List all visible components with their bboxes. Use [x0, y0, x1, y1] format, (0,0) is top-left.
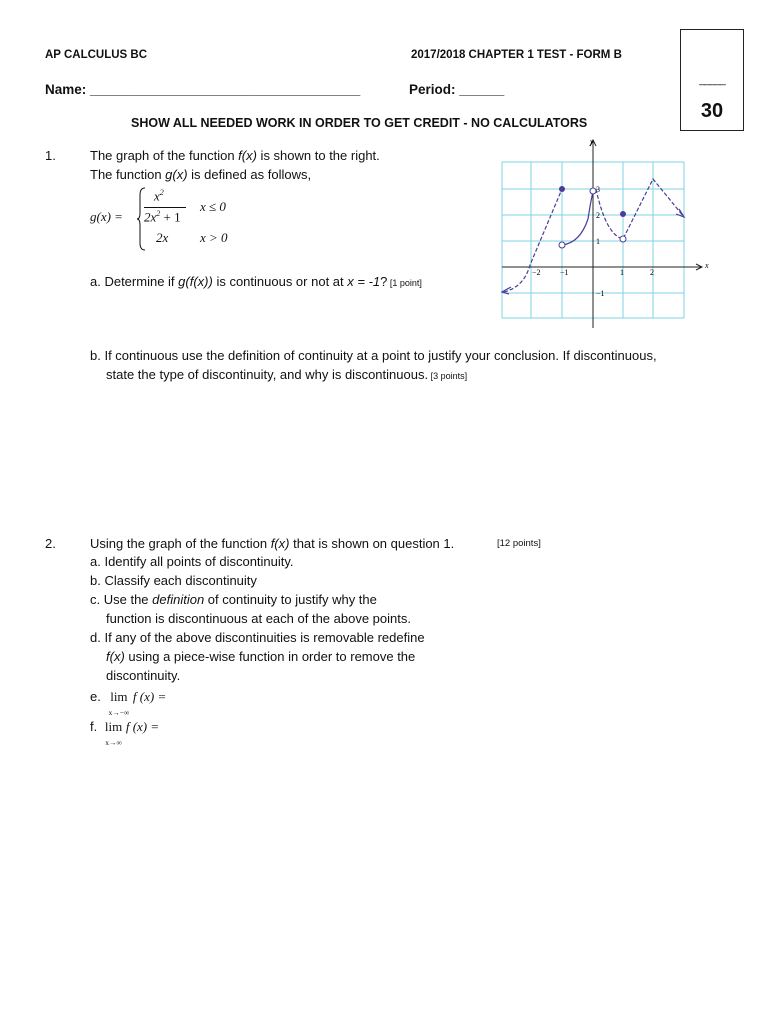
q1-number: 1. — [45, 148, 56, 163]
y-tick-label: 2 — [596, 211, 600, 220]
fraction-bar — [144, 207, 186, 208]
period-field[interactable]: Period: ______ — [409, 82, 505, 97]
function-graph — [490, 135, 720, 333]
q2-part-f: f. lim x→∞ f (x) = — [90, 717, 159, 752]
open-point — [620, 236, 626, 242]
score-blank: _____ — [699, 74, 725, 86]
x-tick-label: 1 — [620, 268, 624, 277]
q2-part-d-line2: f(x) using a piece-wise function in order to remove the — [106, 649, 416, 664]
x-axis-label: x — [705, 261, 709, 270]
course-title: AP CALCULUS BC — [45, 49, 148, 61]
fraction-numerator: $x^2$ — [154, 188, 164, 204]
condition-1: x ≤ 0 — [200, 199, 226, 214]
q2-part-a: a. Identify all points of discontinuity. — [90, 554, 294, 569]
closed-point — [620, 211, 626, 217]
q2-part-e: e. lim x→−∞ f (x) = — [90, 687, 166, 722]
q2-intro: Using the graph of the function f(x) that is shown on question 1. — [90, 536, 455, 551]
y-tick-label: 3 — [596, 185, 600, 194]
limit-subscript: x→−∞ — [108, 708, 130, 717]
q1-line2: The function g(x) is defined as follows, — [90, 167, 312, 182]
piecewise-definition — [90, 185, 250, 253]
q2-number: 2. — [45, 536, 56, 551]
q2-part-b: b. Classify each discontinuity — [90, 573, 257, 588]
instructions: SHOW ALL NEEDED WORK IN ORDER TO GET CREDIT - NO CALCULATORS — [131, 116, 588, 130]
x-tick-label: −1 — [560, 268, 569, 277]
limit-expression: f (x) = — [132, 689, 167, 704]
condition-2: x > 0 — [200, 230, 228, 245]
limit-expression: f (x) = — [125, 719, 160, 734]
open-point — [559, 242, 565, 248]
q1-part-a: a. Determine if g(f(x)) is continuous or not at x = -1? [1 point] — [90, 274, 422, 289]
q2-part-d-line1: d. If any of the above discontinuities is removable redefine — [90, 630, 425, 645]
q1-part-b-line2: state the type of discontinuity, and why is discontinuous. [3 points] — [106, 367, 468, 382]
limit-operator: lim — [104, 719, 123, 734]
x-tick-label: −2 — [532, 268, 541, 277]
name-field[interactable]: Name: ____________________________________ — [45, 82, 361, 97]
score-total: 30 — [700, 100, 724, 122]
piecewise-lhs: g(x) = — [90, 209, 123, 224]
q1-part-b-line1: b. If continuous use the definition of continuity at a point to justify your conclusion. If discontinuous, — [90, 348, 657, 363]
x-tick-label: 2 — [650, 268, 654, 277]
q2-part-c-line2: function is discontinuous at each of the above points. — [106, 611, 411, 626]
open-point — [590, 188, 596, 194]
expression-2: 2x — [156, 230, 169, 245]
test-title: 2017/2018 CHAPTER 1 TEST - FORM B — [411, 49, 622, 61]
y-tick-label: −1 — [596, 289, 605, 298]
q2-points: [12 points] — [497, 538, 541, 549]
limit-operator: lim — [110, 689, 128, 704]
y-tick-label: 1 — [596, 237, 600, 246]
q1-line1: The graph of the function f(x) is shown to the right. — [90, 148, 380, 163]
q2-part-d-line3: discontinuity. — [106, 668, 181, 683]
y-axis-label: y — [590, 137, 594, 146]
fraction-denominator: $2x^2 + 1$ — [144, 209, 181, 225]
closed-point — [559, 186, 565, 192]
limit-subscript: x→∞ — [105, 738, 122, 747]
q2-part-c-line1: c. Use the definition of continuity to justify why the — [90, 592, 377, 607]
